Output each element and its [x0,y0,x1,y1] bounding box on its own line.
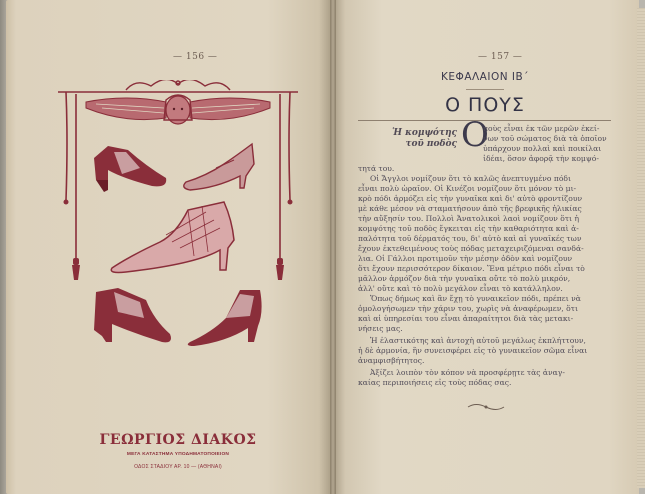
text-line: ἔχουν ἐκτεθειμένους τοὺς πόδας μεταχειριζόμεναι σανδά- [358,244,584,253]
page-title: Ο ΠΟΥΣ [445,94,525,116]
text-line: Οἱ Ἄγγλοι νομίζουν ὅτι τὸ καλῶς ἀνεπτυγμένο πόδι [370,174,571,183]
left-swag [66,92,67,200]
shoe-illustration-2 [184,144,254,190]
company-subtitle: ΜΕΓΑ ΚΑΤΑΣΤΗΜΑ ΥΠΟΔΗΜΑΤΟΠΟΙΕΙΟΝ [126,452,230,457]
chapter-heading: ΚΕΦΑΛΑΙΟΝ ΙΒ΄ [441,71,529,83]
crown-ornament-icon [126,80,230,90]
company-address: ΟΔΟΣ ΣΤΑΔΙΟΥ ΑΡ. 10 — (ΑΘΗΝΑΙ) [134,464,222,470]
left-tassel-icon [72,265,80,280]
page-edges [637,8,645,488]
shoe-illustration-3 [111,202,234,273]
advertisement-illustration [56,80,300,430]
shoe-advertisement [56,80,300,470]
text-line: νήσεις μας. [358,324,403,333]
end-ornament-icon [466,402,506,412]
text-line: καὶ αἱ ὑπηρεσίαι του εἶναι ἀπαραίτητοι διὰ τὰς μετακι- [358,314,574,323]
text-line: μᾶλλον ἁρμόζον διὰ τὴν γυναῖκα οὔτε τὸ πολὺ μικρόν, [358,274,571,283]
text-line: ὁμολογήσωμεν τὴν χάριν του, χωρὶς νὰ ἀναφέρωμεν, ὅτι [358,304,578,313]
right-tassel-icon [276,265,284,280]
drop-cap: Ο [461,115,489,155]
winged-sphinx-icon [86,95,270,124]
shoe-illustration-4 [94,288,171,342]
page-number-left: — 156 — [173,52,218,62]
text-line: κρὸ πόδι ἁρμόζει εἰς τὴν γυναῖκα καὶ δι' αὐτὸ φροντίζουν [358,194,583,203]
text-line: Ἀξίζει λοιπὸν τὸν κόπον νὰ προσφέρῃτε τὰς ἀναγ- [370,368,565,377]
text-line: παλότητα τοῦ δέρματός του, δι' αὐτὸ καὶ αἱ γυναῖκές των [358,234,582,243]
text-line: μὲ κάθε μέσον νὰ σταματήσουν ἀπὸ τῆς βρεφικῆς ἡλικίας [358,204,582,213]
side-heading [373,128,457,150]
text-line: ὑπάρχουν πολλαὶ καὶ ποικίλαι [483,144,602,153]
text-line: ἀλλ' οὔτε καὶ τὸ πολὺ μεγάλον εἶναι τὸ κατάλληλον. [358,284,563,293]
company-name: ΓΕΩΡΓΙΟΣ ΔΙΑΚΟΣ [99,432,257,448]
text-line: τὴν αὔξησίν του. Πολλοὶ Ἀνατολικοὶ λαοὶ νομίζουν ὅτι ἡ [358,214,580,223]
right-swag [289,92,290,200]
page-number-right: — 157 — [478,52,523,62]
text-line: καίας περιποιήσεις εἰς τοὺς πόδας σας. [358,378,512,387]
text-line: εἶναι πολὺ ὡραῖον. Οἱ Κινέζοι νομίζουν ὅτι μόνον τὸ μι- [358,184,577,193]
text-line: ἀναμφισβήτητος. [358,356,425,365]
book-spine [330,0,336,494]
text-line: ἰδέαι, ὅσον ἀφορᾷ τὴν κομψό- [483,154,599,163]
chapter-rule [466,89,504,90]
text-line: Ἡ ἐλαστικότης καὶ ἀντοχὴ αὐτοῦ μεγάλως ἐκπλήττουν, [370,336,586,345]
text-line: ὅτι ἔχουν περισσότερον δίκαιον. Ἕνα μέτριο πόδι εἶναι τὸ [358,264,585,273]
shoe-illustration-5 [188,290,262,346]
text-line: Ὅπως δήμως καὶ ἂν ἔχῃ τὸ γυναικεῖον πόδι, πρέπει νὰ [370,294,581,303]
side-heading-line: Ἡ κομψότης [392,128,457,138]
text-line: κομψότης τοῦ ποδὸς ἔγκειται εἰς τὴν καθαριότητα καὶ ἁ- [358,224,579,233]
text-line: τητά του. [358,164,395,173]
side-heading-line: τοῦ ποδὸς [405,139,457,149]
text-line: ποὺς εἶναι ἐκ τῶν μερῶν ἐκεί- [483,124,600,133]
text-line: νων τοῦ σώματος διὰ τὰ ὁποῖον [483,134,607,143]
text-line: λια. Οἱ Γάλλοι προτιμοῦν τὴν μέσην ὁδὸν καὶ νομίζουν [358,254,573,263]
shoe-illustration-1 [94,146,166,192]
text-line: ἡ δὲ ἁρμονία, ἣν συνεισφέρει εἰς τὸ γυναικεῖον σῶμα εἶναι [358,346,588,355]
